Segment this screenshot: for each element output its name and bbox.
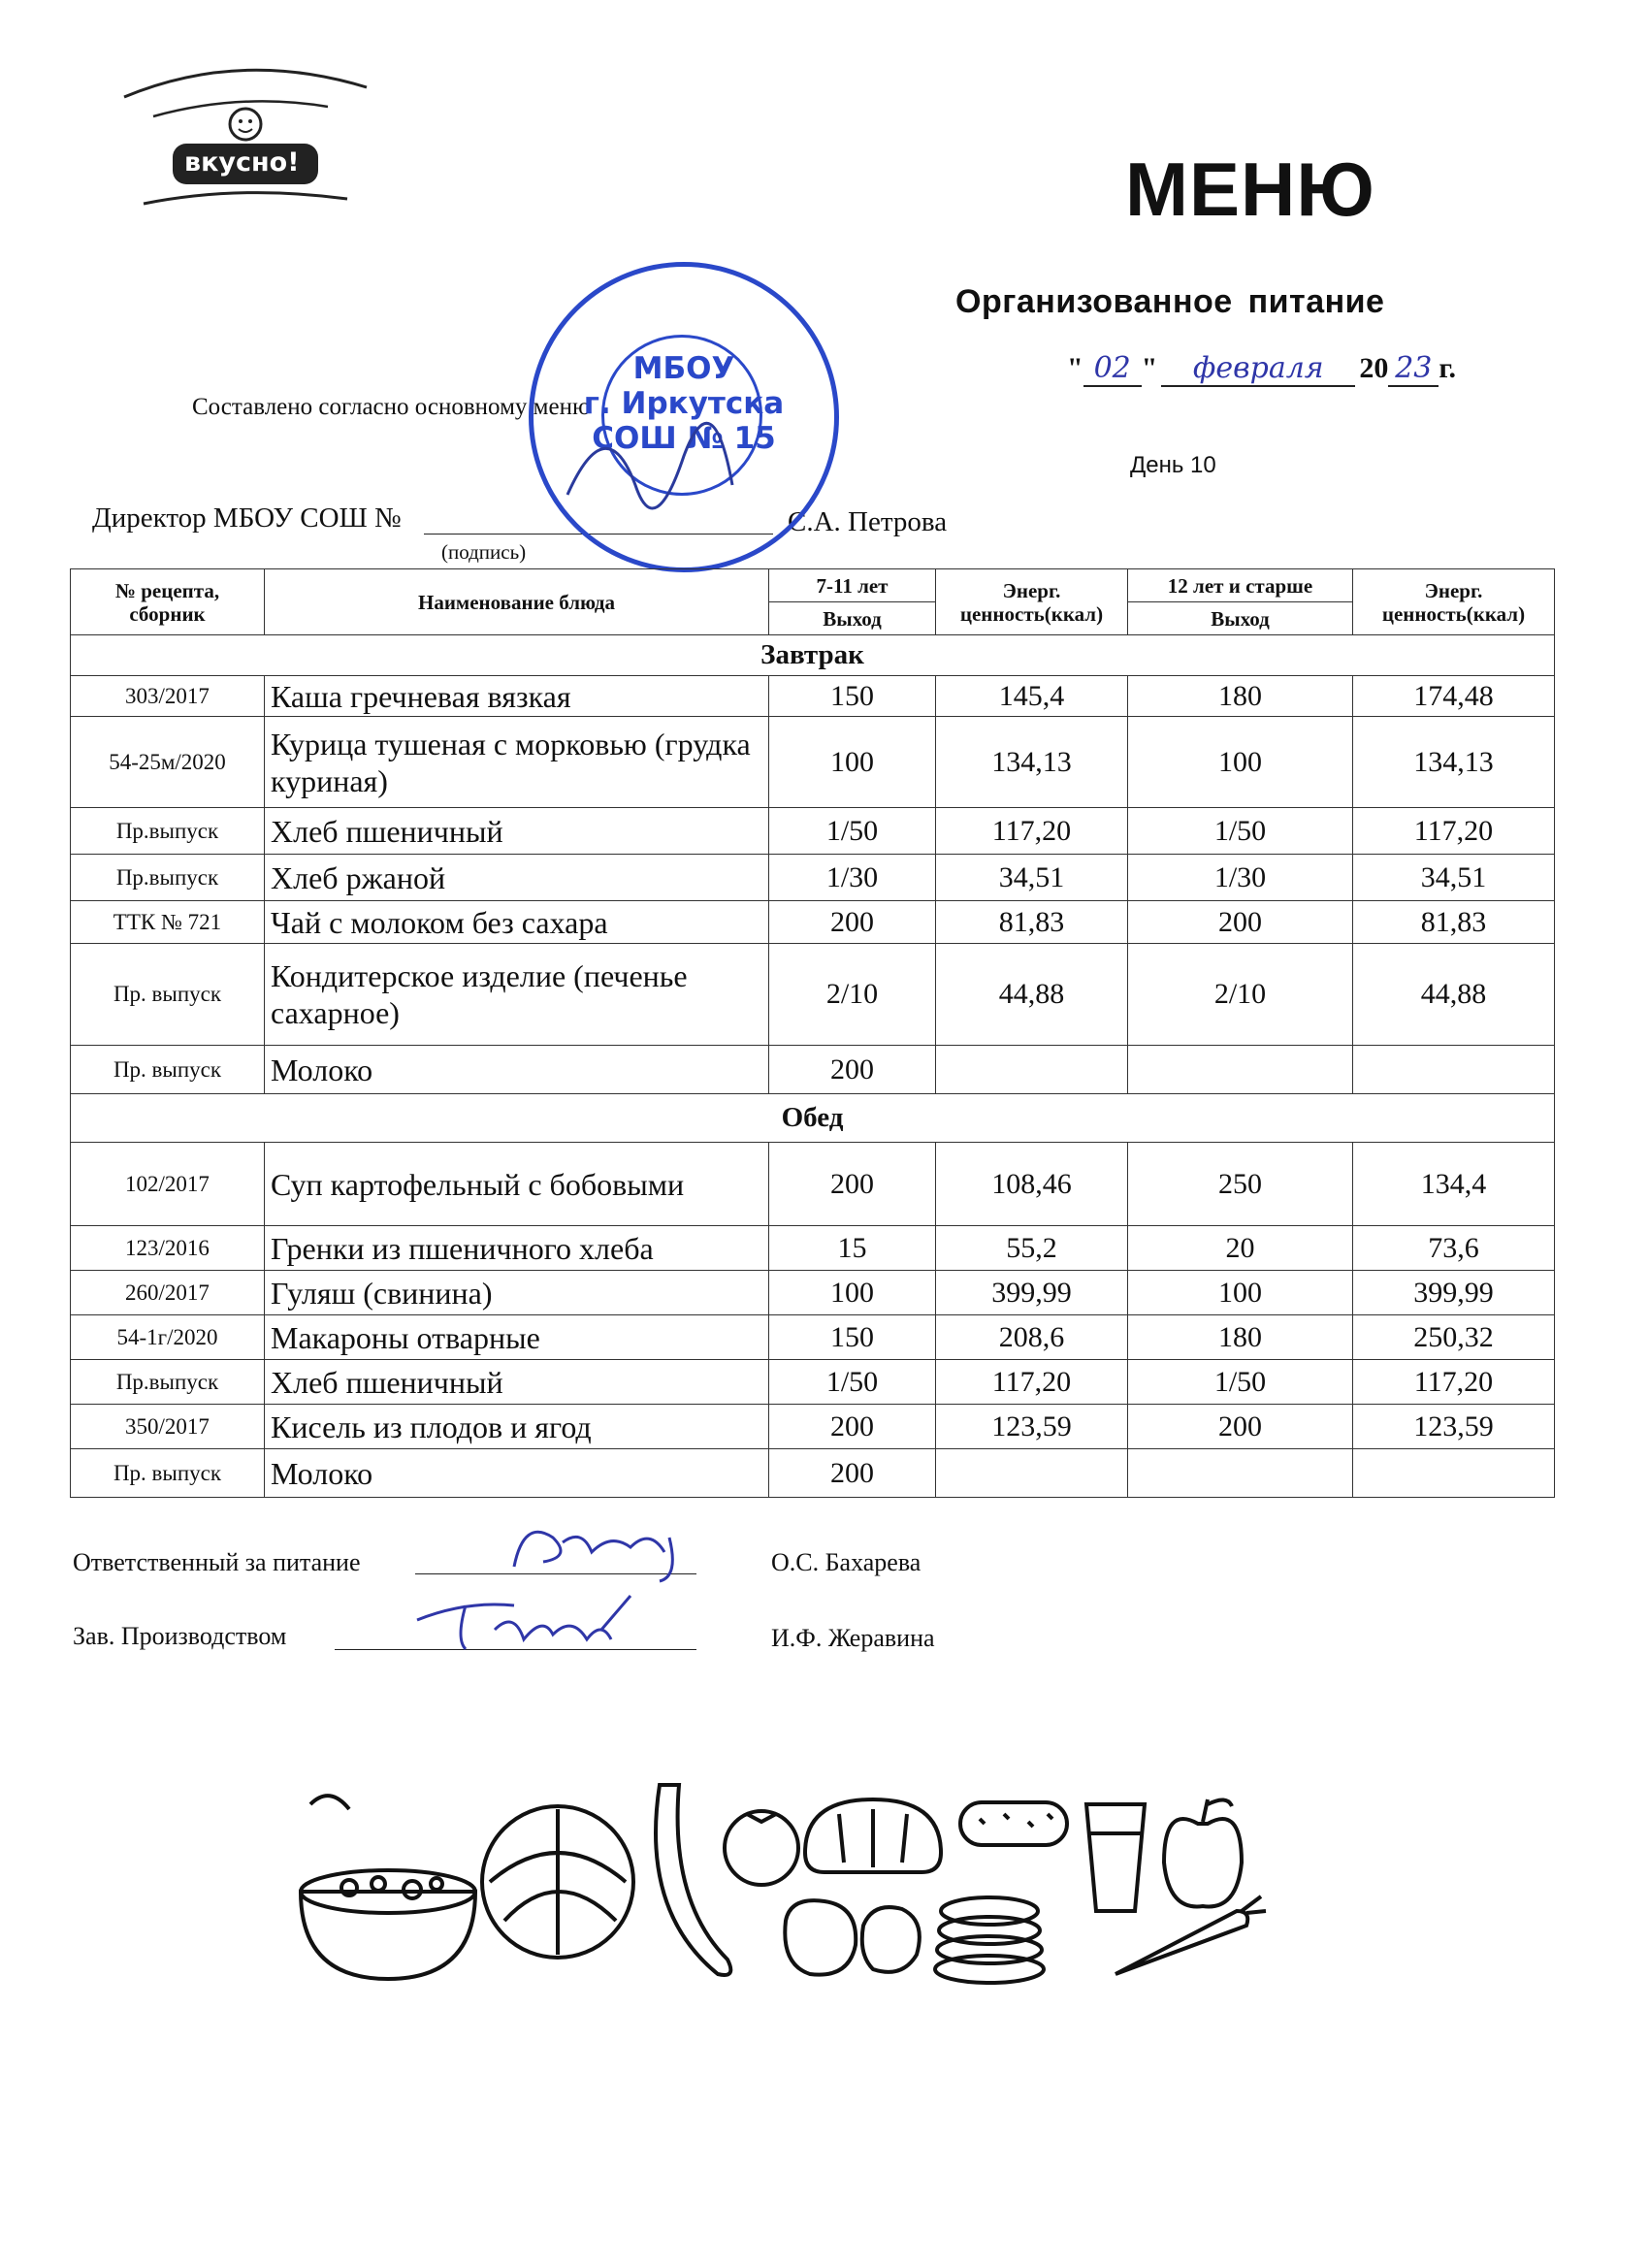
table-row xyxy=(71,1360,1555,1405)
header-output-2: Выход xyxy=(1128,602,1353,635)
cell-kcal2: 399,99 xyxy=(1353,1271,1555,1315)
date-close-quote: " xyxy=(1141,352,1158,384)
cell-code: 303/2017 xyxy=(71,676,265,717)
cell-kcal2: 250,32 xyxy=(1353,1315,1555,1360)
cell-name: Хлеб пшеничный xyxy=(265,808,769,855)
table-row xyxy=(71,717,1555,808)
cell-kcal1: 34,51 xyxy=(936,855,1128,901)
logo-brand-text: вкусно! xyxy=(184,147,300,178)
soup-bowl-icon xyxy=(301,1796,475,1979)
cell-kcal2: 117,20 xyxy=(1353,1360,1555,1405)
cell-out2: 180 xyxy=(1128,676,1353,717)
page-subtitle: Организованное питание xyxy=(955,283,1385,320)
table-row xyxy=(71,1449,1555,1498)
section-title: Завтрак xyxy=(71,635,1555,676)
cell-kcal1: 145,4 xyxy=(936,676,1128,717)
cell-out1: 100 xyxy=(769,1271,936,1315)
table-header-row xyxy=(71,569,1555,602)
cell-code: ТТК № 721 xyxy=(71,901,265,944)
cell-kcal1: 134,13 xyxy=(936,717,1128,808)
director-name: С.А. Петрова xyxy=(788,506,948,537)
header-energy-2: Энерг. ценность(ккал) xyxy=(1353,569,1555,635)
table-row xyxy=(71,1405,1555,1449)
cell-kcal2: 134,13 xyxy=(1353,717,1555,808)
cabbage-icon xyxy=(482,1806,633,1958)
bread-icon xyxy=(805,1799,941,1872)
cell-code: 54-25м/2020 xyxy=(71,717,265,808)
cell-kcal1: 208,6 xyxy=(936,1315,1128,1360)
food-illustrations xyxy=(281,1766,1271,1989)
signature-caption: (подпись) xyxy=(441,540,527,564)
cell-name: Кисель из плодов и ягод xyxy=(265,1405,769,1449)
cell-name: Суп картофельный с бобовыми xyxy=(265,1143,769,1226)
cell-out1: 2/10 xyxy=(769,944,936,1046)
table-row xyxy=(71,1046,1555,1094)
header-energy-1: Энерг. ценность(ккал) xyxy=(936,569,1128,635)
page-title: МЕНЮ xyxy=(1125,146,1375,232)
cell-out1: 200 xyxy=(769,1405,936,1449)
cell-name: Хлеб ржаной xyxy=(265,855,769,901)
cell-kcal1: 55,2 xyxy=(936,1226,1128,1271)
apple-icon xyxy=(1164,1799,1242,1906)
cell-code: Пр. выпуск xyxy=(71,1046,265,1094)
cell-out1: 150 xyxy=(769,1315,936,1360)
cell-kcal2 xyxy=(1353,1046,1555,1094)
header-age-7-11: 7-11 лет xyxy=(769,569,936,602)
cell-out2: 1/50 xyxy=(1128,808,1353,855)
cell-code: Пр.выпуск xyxy=(71,855,265,901)
cell-code: Пр.выпуск xyxy=(71,1360,265,1405)
cell-out1: 150 xyxy=(769,676,936,717)
cell-out2: 200 xyxy=(1128,901,1353,944)
date-open-quote: " xyxy=(1067,352,1083,384)
cell-kcal2 xyxy=(1353,1449,1555,1498)
cell-code: 54-1г/2020 xyxy=(71,1315,265,1360)
cell-kcal2: 174,48 xyxy=(1353,676,1555,717)
cell-out1: 200 xyxy=(769,901,936,944)
cell-out2: 1/50 xyxy=(1128,1360,1353,1405)
header-name: Наименование блюда xyxy=(265,569,769,635)
table-row xyxy=(71,901,1555,944)
cell-code: 260/2017 xyxy=(71,1271,265,1315)
production-label: Зав. Производством xyxy=(73,1622,287,1650)
cell-out2: 2/10 xyxy=(1128,944,1353,1046)
cell-name: Молоко xyxy=(265,1046,769,1094)
cell-out1: 200 xyxy=(769,1449,936,1498)
responsible-signature xyxy=(495,1508,708,1586)
banana-icon xyxy=(656,1785,730,1975)
juice-glass-icon xyxy=(1086,1804,1145,1911)
stamp-line: МБОУ xyxy=(632,351,735,386)
pancakes-icon xyxy=(935,1897,1044,1983)
table-row xyxy=(71,855,1555,901)
production-name: И.Ф. Жеравина xyxy=(771,1624,935,1652)
cell-out1: 15 xyxy=(769,1226,936,1271)
director-signature xyxy=(529,262,839,572)
section-row xyxy=(71,635,1555,676)
cell-kcal1: 108,46 xyxy=(936,1143,1128,1226)
table-row xyxy=(71,944,1555,1046)
header-age-12: 12 лет и старше xyxy=(1128,569,1353,602)
cell-kcal2: 73,6 xyxy=(1353,1226,1555,1271)
cell-code: Пр.выпуск xyxy=(71,808,265,855)
cell-name: Каша гречневая вязкая xyxy=(265,676,769,717)
logo-vkusno xyxy=(114,39,376,223)
cell-kcal2: 34,51 xyxy=(1353,855,1555,901)
stamp-line: г. Иркутска xyxy=(583,386,785,421)
cell-kcal2: 134,4 xyxy=(1353,1143,1555,1226)
cell-kcal1 xyxy=(936,1449,1128,1498)
cell-name: Кондитерское изделие (печенье сахарное) xyxy=(265,944,769,1046)
cell-out2: 180 xyxy=(1128,1315,1353,1360)
responsible-name: О.С. Бахарева xyxy=(771,1548,922,1576)
section-row xyxy=(71,1094,1555,1143)
cell-kcal2: 123,59 xyxy=(1353,1405,1555,1449)
date-year: 23 xyxy=(1388,351,1439,387)
cell-out2 xyxy=(1128,1046,1353,1094)
section-title: Обед xyxy=(71,1094,1555,1143)
cutlets-icon xyxy=(785,1900,920,1974)
carrot-icon xyxy=(1116,1896,1266,1974)
cell-code: 350/2017 xyxy=(71,1405,265,1449)
header-output-1: Выход xyxy=(769,602,936,635)
cell-kcal1: 81,83 xyxy=(936,901,1128,944)
table-row xyxy=(71,676,1555,717)
cell-code: Пр. выпуск xyxy=(71,1449,265,1498)
menu-table xyxy=(70,568,1555,1498)
cell-name: Чай с молоком без сахара xyxy=(265,901,769,944)
table-row xyxy=(71,1271,1555,1315)
cell-code: Пр. выпуск xyxy=(71,944,265,1046)
cell-name: Макароны отварные xyxy=(265,1315,769,1360)
cell-out2: 20 xyxy=(1128,1226,1353,1271)
cell-name: Гуляш (свинина) xyxy=(265,1271,769,1315)
cell-name: Гренки из пшеничного хлеба xyxy=(265,1226,769,1271)
cell-out1: 1/30 xyxy=(769,855,936,901)
compiled-note: Составлено согласно основному меню xyxy=(192,394,591,420)
cell-code: 102/2017 xyxy=(71,1143,265,1226)
cell-kcal1: 117,20 xyxy=(936,1360,1128,1405)
cell-kcal2: 81,83 xyxy=(1353,901,1555,944)
cell-kcal1: 399,99 xyxy=(936,1271,1128,1315)
cell-out1: 100 xyxy=(769,717,936,808)
cell-out1: 200 xyxy=(769,1143,936,1226)
date-year-prefix: 20 xyxy=(1359,352,1389,384)
cell-kcal1 xyxy=(936,1046,1128,1094)
date-suffix: г. xyxy=(1439,352,1457,384)
menu-date xyxy=(1067,351,1456,387)
responsible-label: Ответственный за питание xyxy=(73,1548,361,1576)
table-row xyxy=(71,1226,1555,1271)
cell-out2: 100 xyxy=(1128,717,1353,808)
cell-name: Хлеб пшеничный xyxy=(265,1360,769,1405)
table-row xyxy=(71,808,1555,855)
day-label: День 10 xyxy=(1130,452,1216,478)
cell-out2: 100 xyxy=(1128,1271,1353,1315)
table-row xyxy=(71,1315,1555,1360)
cell-code: 123/2016 xyxy=(71,1226,265,1271)
cell-kcal1: 123,59 xyxy=(936,1405,1128,1449)
cell-name: Молоко xyxy=(265,1449,769,1498)
table-row xyxy=(71,1143,1555,1226)
date-day: 02 xyxy=(1083,351,1142,387)
cell-kcal1: 44,88 xyxy=(936,944,1128,1046)
cell-kcal2: 44,88 xyxy=(1353,944,1555,1046)
school-stamp xyxy=(529,262,839,572)
cell-out1: 200 xyxy=(769,1046,936,1094)
director-label: Директор МБОУ СОШ № xyxy=(92,502,402,534)
cell-out2: 200 xyxy=(1128,1405,1353,1449)
cell-out1: 1/50 xyxy=(769,808,936,855)
cell-out2 xyxy=(1128,1449,1353,1498)
production-signature xyxy=(407,1581,660,1659)
cell-name: Курица тушеная с морковью (грудка куриная) xyxy=(265,717,769,808)
stamp-line: СОШ № 15 xyxy=(592,421,776,456)
cell-kcal1: 117,20 xyxy=(936,808,1128,855)
cell-out2: 250 xyxy=(1128,1143,1353,1226)
cell-out1: 1/50 xyxy=(769,1360,936,1405)
tomato-icon xyxy=(725,1811,798,1885)
date-month: февраля xyxy=(1161,351,1355,387)
header-code: № рецепта, сборник xyxy=(71,569,265,635)
cell-kcal2: 117,20 xyxy=(1353,808,1555,855)
cucumber-icon xyxy=(960,1802,1067,1845)
cell-out2: 1/30 xyxy=(1128,855,1353,901)
